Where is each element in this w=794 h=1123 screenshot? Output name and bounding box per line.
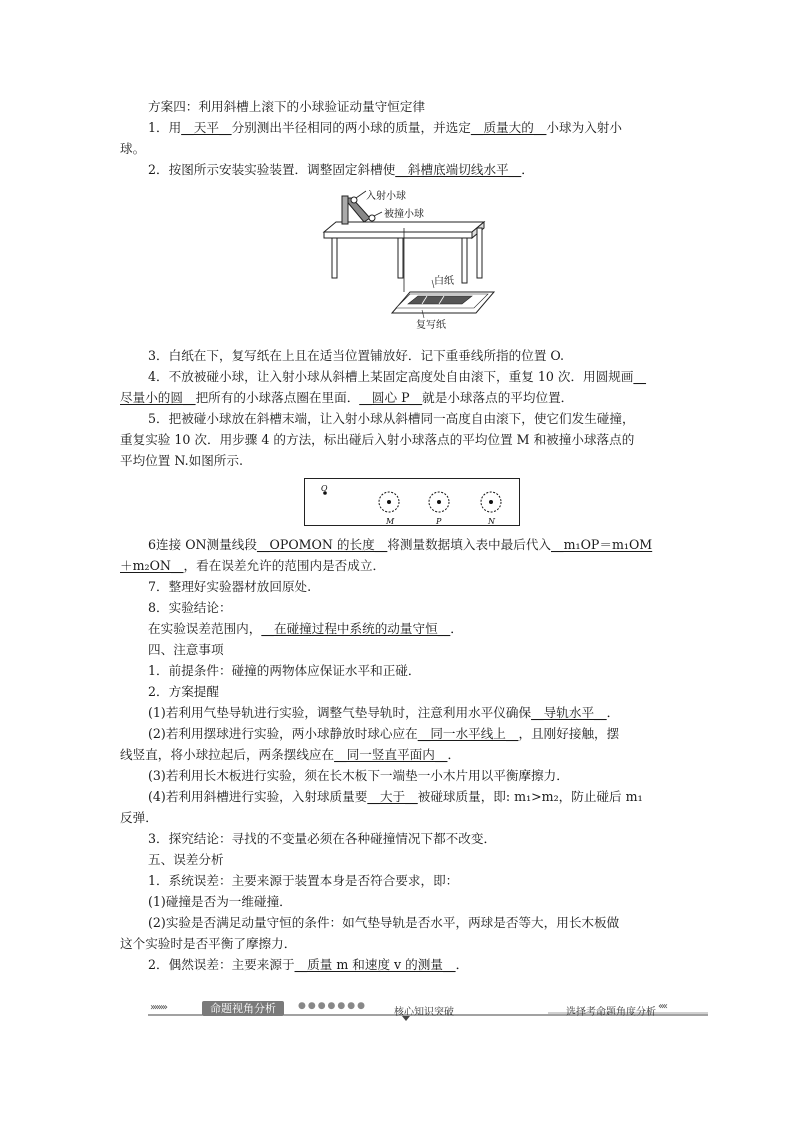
step-4-text: 就是小球落点的平均位置． [422,390,574,405]
step-7 [148,576,676,597]
note-text: 线竖直，将小球拉起后，两条摆线应在 [120,747,335,762]
step-1-cont [120,138,676,159]
step-5-text: 重复实验 10 次．用步骤 4 的方法，标出碰后入射小球落点的平均位置 M 和被撞小球落点的 [120,432,635,447]
step-3-text: 3．白纸在下，复写纸在上且在适当位置铺放好．记下重垂线所指的位置 O. [148,348,565,363]
note-text: (1)若利用气垫导轨进行实验，调整气垫导轨时，注意利用水平仪确保 [148,705,532,720]
note-text: 1．前提条件：碰撞的两物体应保证水平和正碰． [148,663,421,678]
note-2-2 [148,723,676,744]
answer-blank: __大于__ [367,789,418,804]
note-text: ，且刚好接触，摆 [518,726,620,741]
label-p: P [436,517,442,525]
down-triangle-icon [402,1016,410,1021]
step-2-text: 2．按图所示安装实验装置．调整固定斜槽使 [148,162,396,177]
error-1-1 [148,891,676,912]
error-text: (2)实验是否满足动量守恒的条件：如气垫导轨是否水平，两球是否等大，用长木板做 [148,915,620,930]
error-1-2 [148,912,676,933]
answer-blank: __斜槽底端切线水平__ [395,162,522,177]
footer-tab-core[interactable]: 核心知识突破 [394,1007,454,1018]
landing-points-svg [305,479,519,525]
answer-blank: __质量大的__ [470,120,547,135]
step-5 [148,408,676,429]
note-text: 反弹． [120,810,158,825]
answer-blank: __在碰撞过程中系统的动量守恒__ [261,621,451,636]
step-6-text: 6连接 ON测量线段 [148,537,257,552]
note-text: 被碰球质量，即: m₁>m₂，防止碰后 m₁ [417,789,643,804]
chevrons-right-icon: ›››››››› [150,1002,166,1013]
label-carbon-paper: 复写纸 [416,320,446,331]
step-5-cont [120,429,676,450]
error-text: 2．偶然误差：主要来源于 [148,957,295,972]
answer-blank: __m₁OP＝m₁OM [551,537,653,552]
answer-blank: __同一水平线上__ [417,726,519,741]
note-2 [148,681,676,702]
heading-error-analysis [148,849,676,870]
step-4 [148,366,676,387]
error-text: ． [455,957,469,972]
note-text: 3．探究结论：寻找的不变量必须在各种碰撞情况下都不改变． [148,831,497,846]
step-8-text: 在实验误差范围内， [148,621,262,636]
answer-blank: __质量 m 和速度 v 的测量__ [294,957,456,972]
step-8-text: ． [450,621,463,636]
step-4-text: 4．不放被碰小球，让入射小球从斜槽上某固定高度处自由滚下，重复 10 次．用圆规画 [148,369,634,384]
error-text: 这个实验时是否平衡了摩擦力． [120,936,297,951]
note-text: (3)若利用长木板进行实验，须在长木板下一端垫一小木片用以平衡摩擦力． [148,768,569,783]
answer-blank: __ [633,369,647,384]
step-4-text: 把所有的小球落点圈在里面． [195,390,360,405]
label-target-ball: 被撞小球 [384,209,424,220]
note-text: ． [447,747,461,762]
error-text: 1．系统误差：主要来源于装置本身是否符合要求，即： [148,873,459,888]
dots-icon: ●●●●●●● [298,1001,367,1011]
step-4-cont [120,387,676,408]
note-text: 2．方案提醒 [148,684,219,699]
step-6-text: 将测量数据填入表中最后代入 [387,537,551,552]
footer-tab-analysis[interactable]: 命题视角分析 [202,1001,284,1016]
heading-notes [148,639,676,660]
note-text: (2)若利用摆球进行实验，两小球静放时球心应在 [148,726,418,741]
step-6 [148,534,676,555]
step-5-cont [120,450,676,471]
step-6-text: ，看在误差允许的范围内是否成立． [183,558,386,573]
label-incident-ball: 入射小球 [366,191,406,202]
heading-text: 五、误差分析 [148,852,224,867]
answer-blank: 尽量小的圆__ [120,390,196,405]
label-n: N [488,517,495,525]
step-2-text: ． [521,162,534,177]
label-o: O [321,484,328,493]
step-8-text: 8．实验结论： [148,600,232,615]
heading-text: 四、注意事项 [148,642,224,657]
section-title [148,96,676,117]
footer-tab-angle[interactable]: 选择考命题角度分析 [566,1007,656,1018]
step-8-conclusion [148,618,676,639]
answer-blank: ＋m₂ON__ [120,558,184,573]
note-2-1 [148,702,676,723]
step-5-text: 5．把被碰小球放在斜槽末端，让入射小球从斜槽同一高度自由滚下，使它们发生碰撞， [148,411,635,426]
step-1-text: 1．用 [148,120,182,135]
step-7-text: 7．整理好实验器材放回原处. [148,579,312,594]
note-2-3 [148,765,676,786]
step-2 [148,159,676,180]
step-1 [148,117,676,138]
step-1-text: 球。 [120,141,146,156]
error-1 [148,870,676,891]
step-1-text: 分别测出半径相同的两小球的质量，并选定 [231,120,471,135]
step-5-text: 平均位置 N.如图所示. [120,453,243,468]
step-8 [148,597,676,618]
error-2 [148,954,676,975]
error-text: (1)碰撞是否为一维碰撞． [148,894,292,909]
section-title-text: 方案四：利用斜槽上滚下的小球验证动量守恒定律 [148,99,426,114]
apparatus-figure [322,188,498,338]
answer-blank: __圆心 P__ [359,390,423,405]
note-2-4-cont [120,807,676,828]
step-1-text: 小球为入射小 [546,120,622,135]
error-1-2-cont [120,933,676,954]
note-text: ． [606,705,620,720]
note-3 [148,828,676,849]
note-2-2-cont [120,744,676,765]
note-text: (4)若利用斜槽进行实验，入射球质量要 [148,789,368,804]
answer-blank: __天平__ [181,120,232,135]
label-m: M [386,517,395,525]
note-1 [148,660,676,681]
answer-blank: __同一竖直平面内__ [334,747,448,762]
chevrons-left-icon: ‹‹‹‹ [658,1001,666,1012]
landing-points-figure [304,478,520,526]
step-6-cont [120,555,676,576]
footer-nav [148,1000,708,1022]
label-white-paper: 白纸 [434,276,454,287]
step-3 [148,345,676,366]
answer-blank: __导轨水平__ [531,705,607,720]
note-2-4 [148,786,676,807]
answer-blank: __OPOMON 的长度__ [256,537,388,552]
